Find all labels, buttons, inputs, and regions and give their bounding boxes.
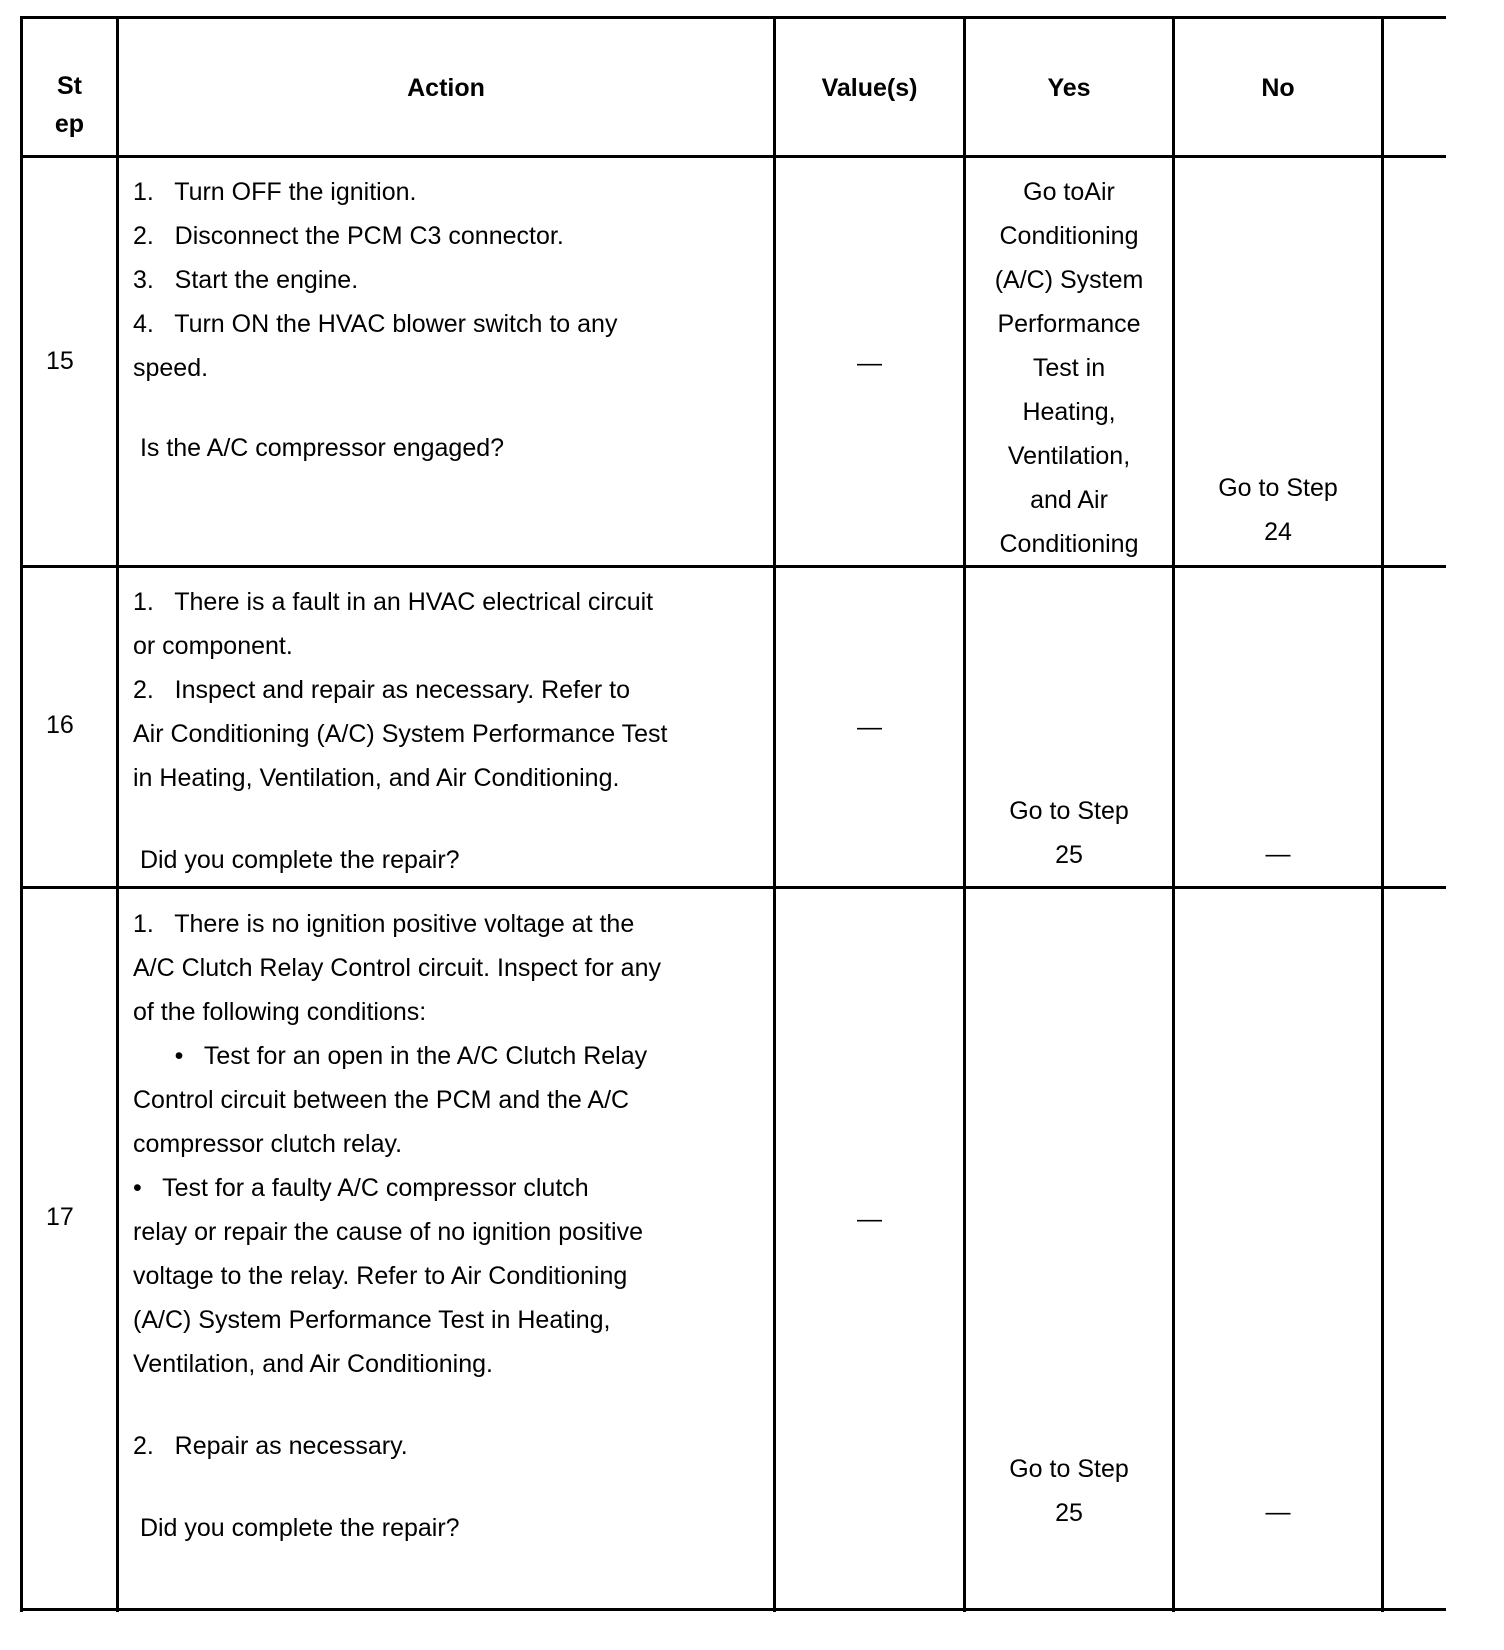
action-question: Did you complete the repair? <box>133 846 460 874</box>
value-dash: — <box>857 1205 882 1233</box>
step-number: 15 <box>46 347 74 375</box>
grid-line <box>20 16 23 1612</box>
grid-line <box>1381 16 1384 1612</box>
action-line: 2. Disconnect the PCM C3 connector. <box>133 222 564 250</box>
step-number: 17 <box>46 1203 74 1231</box>
grid-line <box>20 1608 1446 1611</box>
yes-cell <box>966 789 1172 877</box>
yes-line: Test in <box>1032 354 1106 382</box>
grid-line <box>773 16 776 1612</box>
action-line: compressor clutch relay. <box>133 1130 403 1158</box>
grid-line <box>116 16 119 1612</box>
action-line: • Test for a faulty A/C compressor clutch <box>133 1174 589 1202</box>
yes-line: Conditioning <box>999 530 1139 558</box>
yes-line: Heating, <box>1022 398 1116 426</box>
grid-line <box>1172 16 1175 1612</box>
action-line: 3. Start the engine. <box>133 266 359 294</box>
header-step-text: St ep <box>54 72 85 138</box>
action-line: 2. Inspect and repair as necessary. Refer to <box>133 676 631 704</box>
yes-line: Performance <box>997 310 1141 338</box>
step-number: 16 <box>46 711 74 739</box>
action-line: or component. <box>133 632 293 660</box>
action-line: in Heating, Ventilation, and Air Conditioning. <box>133 764 620 792</box>
action-line: Ventilation, and Air Conditioning. <box>133 1350 493 1378</box>
action-line: 2. Repair as necessary. <box>133 1432 408 1460</box>
yes-line: Conditioning <box>999 222 1139 250</box>
yes-cell <box>966 1447 1172 1535</box>
yes-line: Go to Step <box>1009 797 1129 825</box>
value-dash: — <box>857 349 882 377</box>
no-cell <box>1175 466 1381 554</box>
diagnostic-table <box>20 16 1446 1612</box>
yes-cell <box>966 170 1172 566</box>
no-line: 24 <box>1264 518 1292 546</box>
action-line: A/C Clutch Relay Control circuit. Inspect for any <box>133 954 661 982</box>
header-values: Value(s) <box>821 74 918 102</box>
no-dash: — <box>1265 1498 1291 1526</box>
yes-line: Ventilation, <box>1007 442 1131 470</box>
action-line: Air Conditioning (A/C) System Performance Test <box>133 720 668 748</box>
header-yes: Yes <box>1047 74 1091 102</box>
value-dash: — <box>857 713 882 741</box>
action-line: 1. There is a fault in an HVAC electrical circuit <box>133 588 654 616</box>
action-line: • Test for an open in the A/C Clutch Relay <box>133 1042 648 1070</box>
grid-line <box>20 565 1446 568</box>
action-line: voltage to the relay. Refer to Air Conditioning <box>133 1262 628 1290</box>
no-line: Go to Step <box>1218 474 1338 502</box>
action-question: Is the A/C compressor engaged? <box>133 434 505 462</box>
header-no: No <box>1261 74 1295 102</box>
yes-line: 25 <box>1055 841 1083 869</box>
grid-line <box>20 155 1446 158</box>
yes-line: and Air <box>1030 486 1108 514</box>
grid-line <box>20 886 1446 889</box>
action-text <box>133 580 667 882</box>
action-line: of the following conditions: <box>133 998 427 1026</box>
action-line: 1. Turn OFF the ignition. <box>133 178 417 206</box>
action-text <box>133 902 661 1550</box>
action-question: Did you complete the repair? <box>133 1514 460 1542</box>
grid-line <box>20 16 1446 19</box>
action-line: Control circuit between the PCM and the A/C <box>133 1086 630 1114</box>
action-text <box>133 170 617 470</box>
yes-line: (A/C) System <box>994 266 1144 294</box>
yes-line: Go toAir <box>1023 178 1115 206</box>
action-line: 4. Turn ON the HVAC blower switch to any <box>133 310 618 338</box>
no-dash: — <box>1265 840 1291 868</box>
yes-line: 25 <box>1055 1499 1083 1527</box>
header-step <box>23 67 116 143</box>
action-line: (A/C) System Performance Test in Heating, <box>133 1306 611 1334</box>
action-line: speed. <box>133 354 209 382</box>
yes-line: Go to Step <box>1009 1455 1129 1483</box>
action-line: 1. There is no ignition positive voltage at the <box>133 910 635 938</box>
action-line: relay or repair the cause of no ignition positive <box>133 1218 644 1246</box>
header-action: Action <box>407 74 485 102</box>
